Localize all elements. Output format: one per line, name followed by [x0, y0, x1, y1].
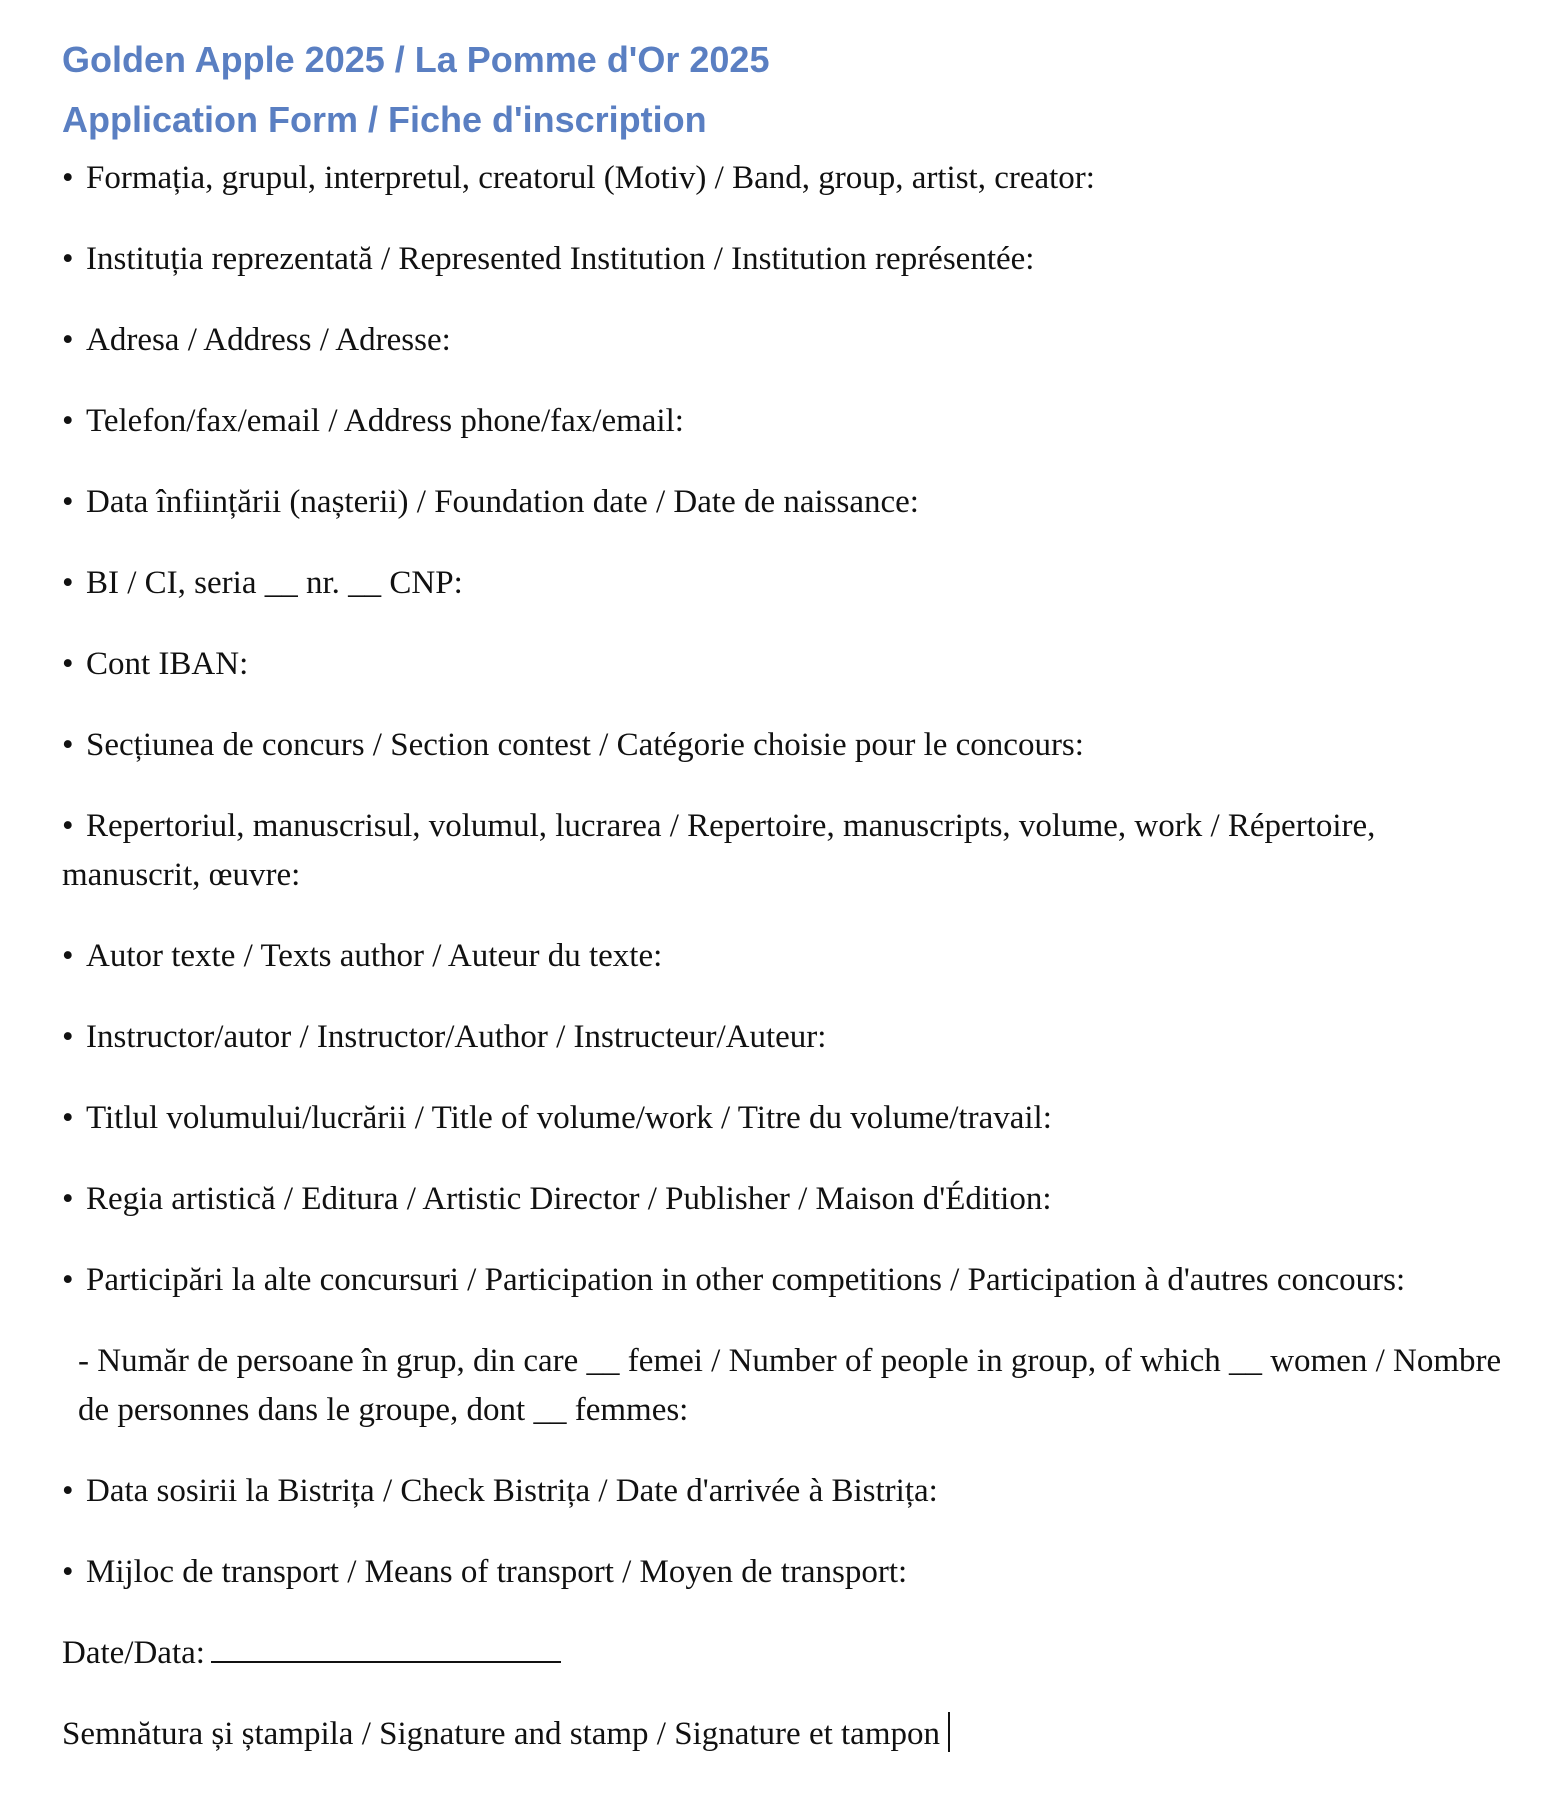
date-row [62, 1629, 1502, 1678]
field-label: BI / CI, seria __ nr. __ CNP: [86, 565, 463, 601]
bullet-icon: • [62, 1473, 74, 1509]
field-address[interactable] [62, 316, 1502, 365]
field-label: Data înființării (nașterii) / Foundation date / Date de naissance: [86, 484, 919, 520]
field-label: Instructor/autor / Instructor/Author / Instructeur/Auteur: [86, 1019, 827, 1055]
field-institution[interactable] [62, 235, 1502, 284]
form-subtitle: Application Form / Fiche d'inscription [62, 99, 707, 140]
field-label: Adresa / Address / Adresse: [86, 322, 451, 358]
field-label: Autor texte / Texts author / Auteur du texte: [86, 938, 663, 974]
field-other-competitions[interactable] [62, 1256, 1502, 1305]
signature-row [62, 1710, 1502, 1759]
bullet-icon: • [62, 1100, 74, 1136]
form-fields [62, 154, 1502, 1597]
field-label: Telefon/fax/email / Address phone/fax/email: [86, 403, 684, 439]
field-artistic-director[interactable] [62, 1175, 1502, 1224]
bullet-icon: • [62, 1181, 74, 1217]
field-texts-author[interactable] [62, 932, 1502, 981]
field-label: Instituția reprezentată / Represented Institution / Institution représentée: [86, 241, 1035, 277]
bullet-icon: • [62, 808, 74, 844]
field-label: Data sosirii la Bistrița / Check Bistrița / Date d'arrivée à Bistrița: [86, 1473, 938, 1509]
bullet-icon: • [62, 646, 74, 682]
field-iban[interactable] [62, 640, 1502, 689]
field-label: Cont IBAN: [86, 646, 249, 682]
field-instructor[interactable] [62, 1013, 1502, 1062]
field-label: Formația, grupul, interpretul, creatorul (Motiv) / Band, group, artist, creator: [86, 160, 1095, 196]
field-band-group[interactable] [62, 154, 1502, 203]
field-transport[interactable] [62, 1548, 1502, 1597]
field-label: Mijloc de transport / Means of transport / Moyen de transport: [86, 1554, 908, 1590]
field-label: Titlul volumului/lucrării / Title of volume/work / Titre du volume/travail: [86, 1100, 1052, 1136]
bullet-icon: • [62, 160, 74, 196]
bullet-icon: • [62, 565, 74, 601]
document-page [62, 30, 1502, 1759]
field-group-size[interactable]: - Număr de persoane în grup, din care __ femei / Number of people in group, of which __ women / Nombre de personnes dans le groupe, dont __ femmes: [78, 1343, 1502, 1428]
field-contest-section[interactable] [62, 721, 1502, 770]
bullet-icon: • [62, 1019, 74, 1055]
bullet-icon: • [62, 938, 74, 974]
field-arrival-date[interactable] [62, 1467, 1502, 1516]
form-title: Golden Apple 2025 / La Pomme d'Or 2025 [62, 39, 770, 80]
date-blank-line[interactable] [211, 1629, 561, 1663]
field-foundation-date[interactable] [62, 478, 1502, 527]
field-phone-fax-email[interactable] [62, 397, 1502, 446]
signature-label: Semnătura și ștampila / Signature and stamp / Signature et tampon [62, 1716, 940, 1752]
bullet-icon: • [62, 322, 74, 358]
field-label: Repertoriul, manuscrisul, volumul, lucrarea / Repertoire, manuscripts, volume, work / Répertoire, manuscrit, œuvre: [62, 808, 1376, 893]
field-title-of-work[interactable] [62, 1094, 1502, 1143]
field-repertoire[interactable] [62, 802, 1502, 900]
bullet-icon: • [62, 1262, 74, 1298]
bullet-icon: • [62, 484, 74, 520]
field-label: Regia artistică / Editura / Artistic Director / Publisher / Maison d'Édition: [86, 1181, 1052, 1217]
field-label: Participări la alte concursuri / Participation in other competitions / Participation à d'autres concours: [86, 1262, 1406, 1298]
date-label: Date/Data: [62, 1635, 205, 1671]
bullet-icon: • [62, 403, 74, 439]
bullet-icon: • [62, 1554, 74, 1590]
field-label: Secțiunea de concurs / Section contest / Catégorie choisie pour le concours: [86, 727, 1084, 763]
bullet-icon: • [62, 241, 74, 277]
bullet-icon: • [62, 727, 74, 763]
text-cursor [948, 1712, 950, 1752]
field-id-card[interactable] [62, 559, 1502, 608]
